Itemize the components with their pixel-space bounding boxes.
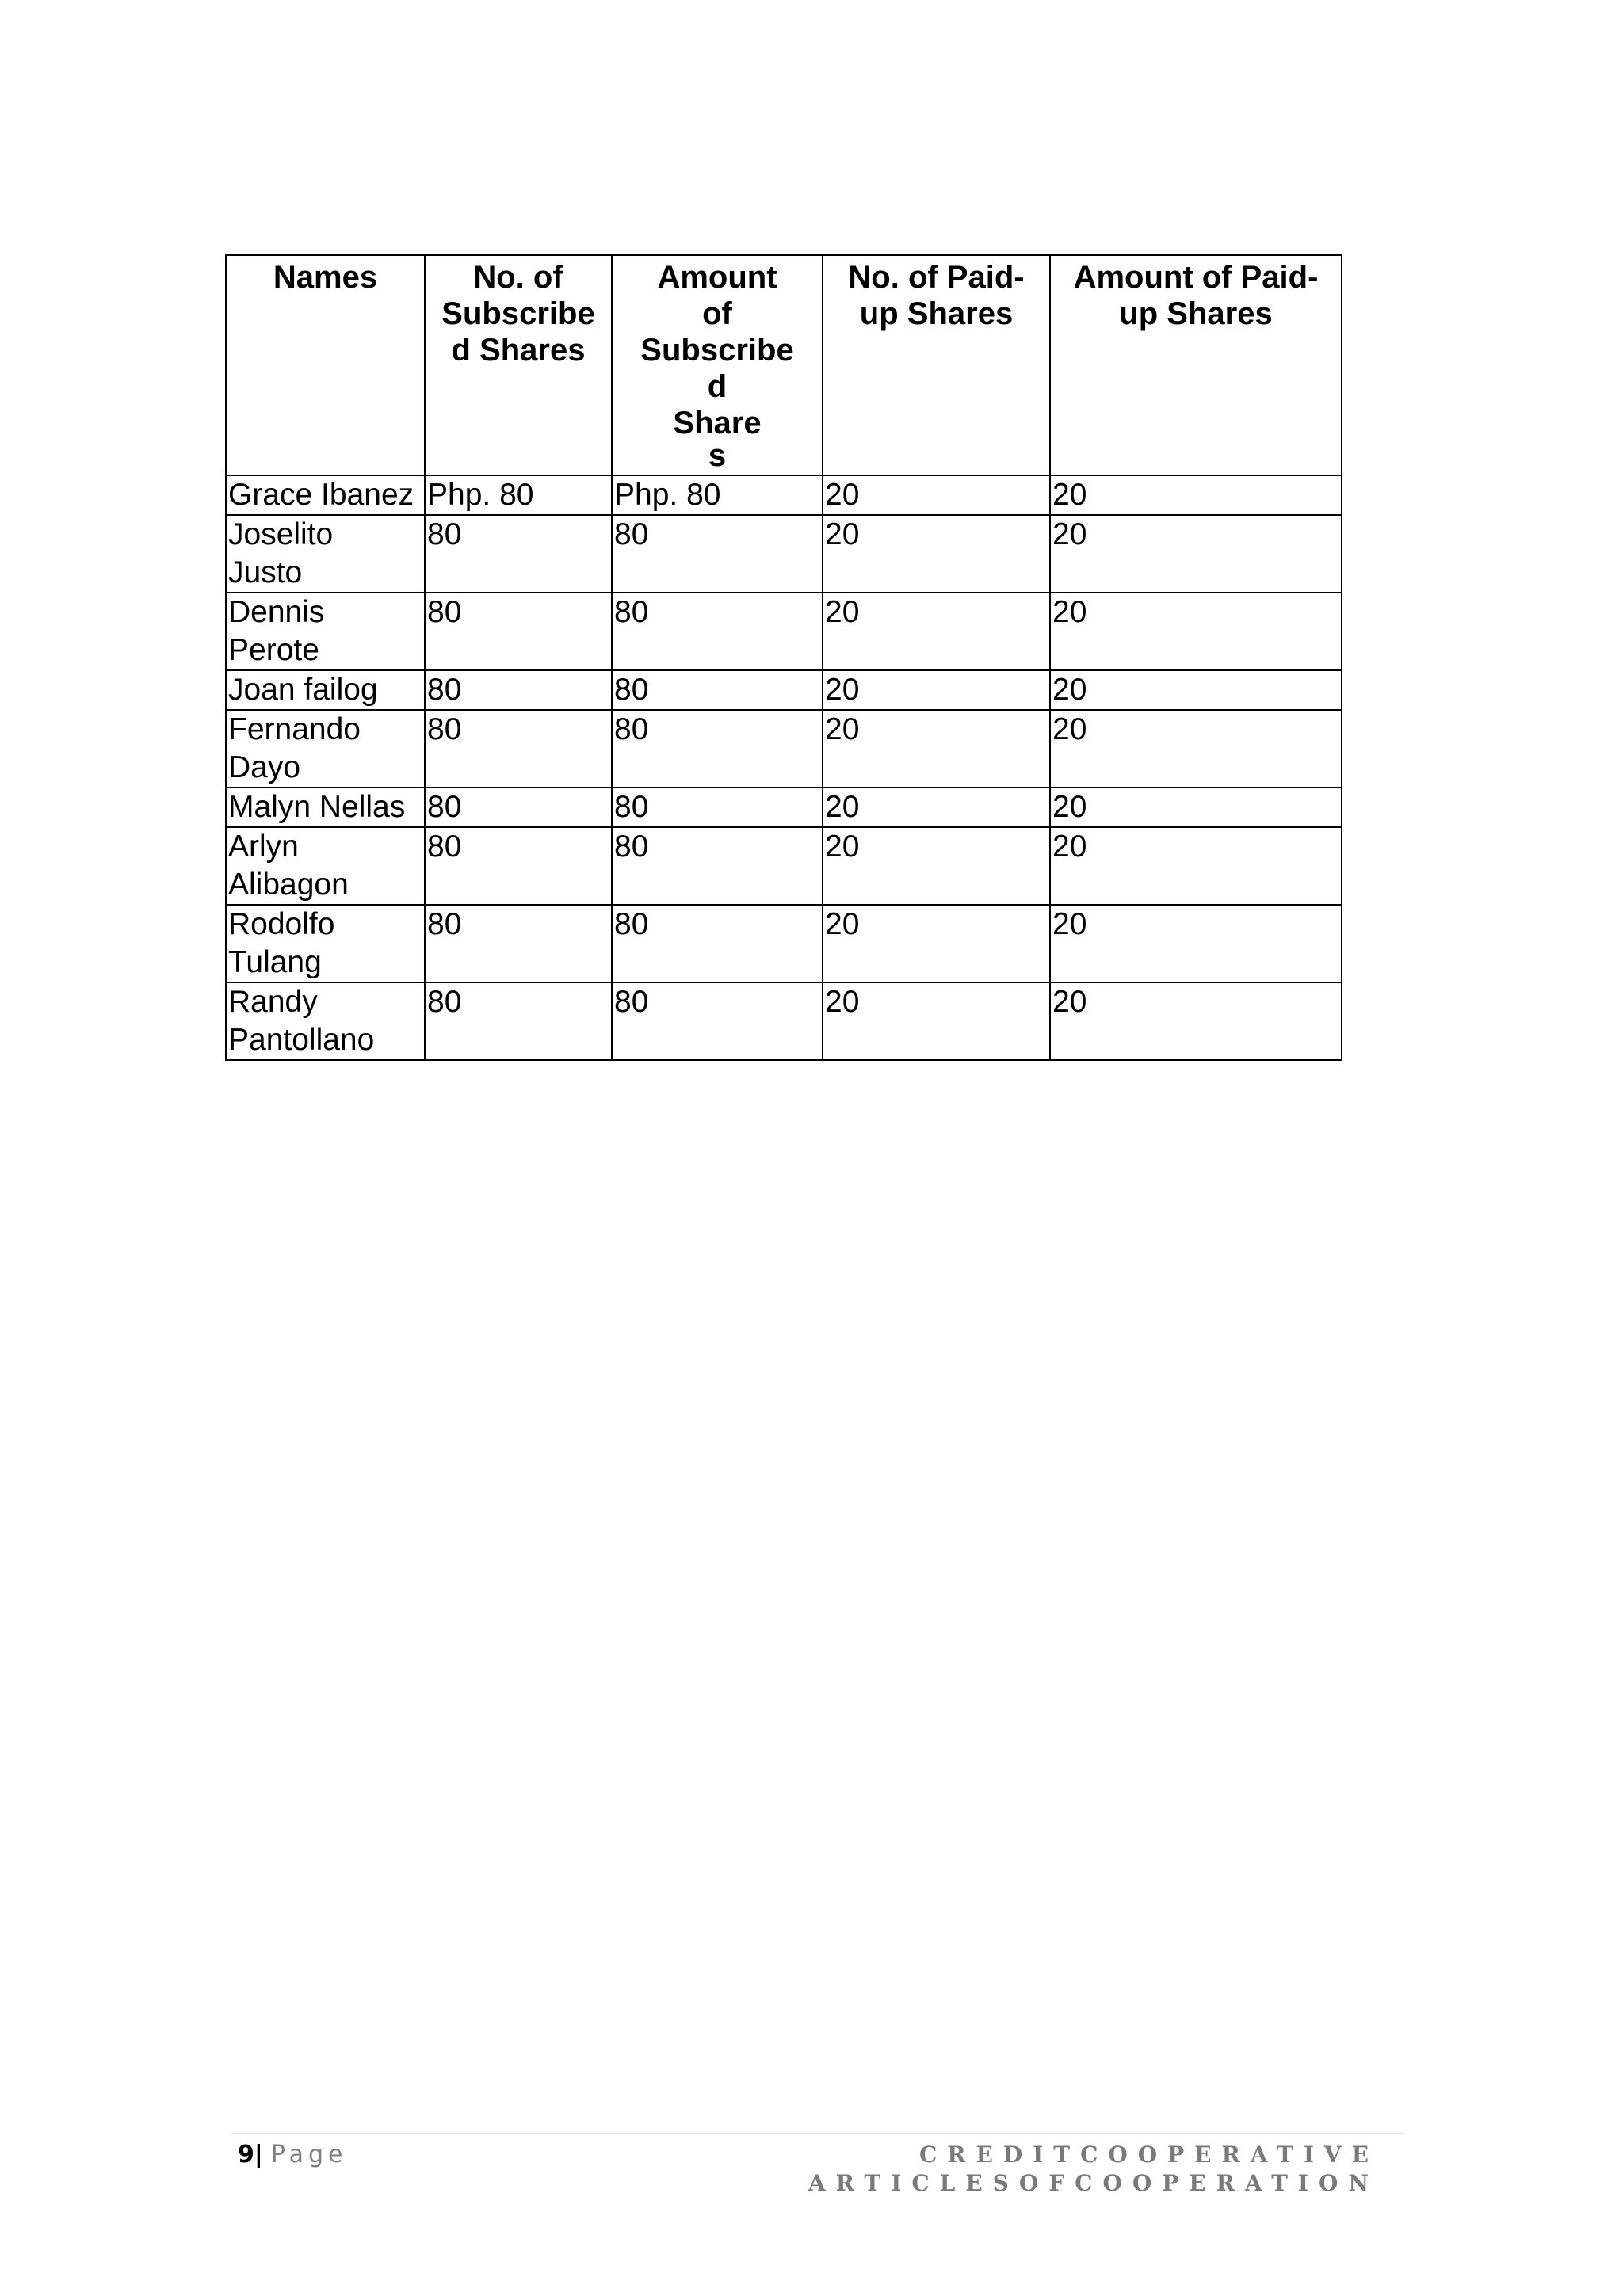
share-value-cell: Php. 80 <box>425 475 612 515</box>
member-name-cell: Randy Pantollano <box>226 982 425 1060</box>
share-value-cell: 20 <box>1050 788 1342 827</box>
header-no-subscribed-shares <box>425 255 612 475</box>
share-value-cell: 80 <box>612 710 823 788</box>
header-line: d <box>707 369 727 404</box>
share-value-cell: 20 <box>1050 593 1342 670</box>
header-amount-subscribed-shares <box>612 255 823 475</box>
header-line: No. of Paid- <box>848 260 1025 295</box>
member-name-cell: Fernando Dayo <box>226 710 425 788</box>
share-value-cell: 20 <box>823 670 1050 710</box>
share-value-cell: 80 <box>425 515 612 593</box>
shares-table <box>225 254 1342 1061</box>
header-names <box>226 255 425 475</box>
header-line: Amount of Paid- <box>1073 260 1319 295</box>
header-line: s <box>708 438 727 473</box>
header-line: of <box>702 296 732 331</box>
table-row <box>226 982 1342 1060</box>
share-value-cell: 20 <box>823 710 1050 788</box>
share-value-cell: 20 <box>1050 710 1342 788</box>
footer-document-title <box>808 2141 1379 2198</box>
share-value-cell: 80 <box>612 515 823 593</box>
share-value-cell: 80 <box>425 788 612 827</box>
table-row <box>226 475 1342 515</box>
member-name-cell: Malyn Nellas <box>226 788 425 827</box>
share-value-cell: Php. 80 <box>612 475 823 515</box>
share-value-cell: 80 <box>612 670 823 710</box>
share-value-cell: 20 <box>1050 670 1342 710</box>
share-value-cell: 20 <box>823 788 1050 827</box>
share-value-cell: 20 <box>1050 515 1342 593</box>
share-value-cell: 20 <box>823 593 1050 670</box>
header-line: No. of <box>473 260 563 295</box>
table-row <box>226 710 1342 788</box>
share-value-cell: 80 <box>612 905 823 982</box>
page-label: Page <box>270 2141 348 2168</box>
header-line: up Shares <box>859 296 1014 331</box>
footer-title-line2: ARTICLESOFCOOPERATION <box>808 2170 1379 2196</box>
share-value-cell: 20 <box>1050 827 1342 905</box>
header-line: Names <box>273 260 378 295</box>
header-line: Subscribe <box>441 296 595 331</box>
share-value-cell: 20 <box>1050 982 1342 1060</box>
table-row <box>226 593 1342 670</box>
table-row <box>226 788 1342 827</box>
header-no-paidup-shares <box>823 255 1050 475</box>
share-value-cell: 20 <box>823 982 1050 1060</box>
header-line: Subscribe <box>640 333 794 368</box>
header-amount-paidup-shares <box>1050 255 1342 475</box>
header-line: Amount <box>657 260 777 295</box>
share-value-cell: 80 <box>425 905 612 982</box>
share-value-cell: 20 <box>823 475 1050 515</box>
member-name-cell: Dennis Perote <box>226 593 425 670</box>
footer-divider <box>230 2133 1403 2134</box>
table-row <box>226 905 1342 982</box>
share-value-cell: 80 <box>425 982 612 1060</box>
share-value-cell: 80 <box>612 982 823 1060</box>
share-value-cell: 20 <box>1050 475 1342 515</box>
share-value-cell: 20 <box>1050 905 1342 982</box>
member-name-cell: Joselito Justo <box>226 515 425 593</box>
header-line: up Shares <box>1119 296 1273 331</box>
table-row <box>226 670 1342 710</box>
share-value-cell: 80 <box>612 788 823 827</box>
header-line: Share <box>673 406 762 441</box>
share-value-cell: 80 <box>612 593 823 670</box>
member-name-cell: Joan failog <box>226 670 425 710</box>
share-value-cell: 80 <box>425 710 612 788</box>
footer-title-line1: CREDITCOOPERATIVE <box>918 2142 1379 2168</box>
share-value-cell: 80 <box>425 593 612 670</box>
member-name-cell: Arlyn Alibagon <box>226 827 425 905</box>
share-value-cell: 20 <box>823 905 1050 982</box>
member-name-cell: Grace Ibanez <box>226 475 425 515</box>
member-name-cell: Rodolfo Tulang <box>226 905 425 982</box>
page-number: 9| <box>238 2141 263 2168</box>
share-value-cell: 20 <box>823 515 1050 593</box>
share-value-cell: 80 <box>612 827 823 905</box>
header-line: d Shares <box>451 333 586 368</box>
footer-page-number <box>238 2141 347 2169</box>
share-value-cell: 80 <box>425 827 612 905</box>
share-value-cell: 80 <box>425 670 612 710</box>
share-value-cell: 20 <box>823 827 1050 905</box>
table-row <box>226 515 1342 593</box>
table-row <box>226 827 1342 905</box>
table-body <box>226 475 1342 1060</box>
table-header-row <box>226 255 1342 475</box>
